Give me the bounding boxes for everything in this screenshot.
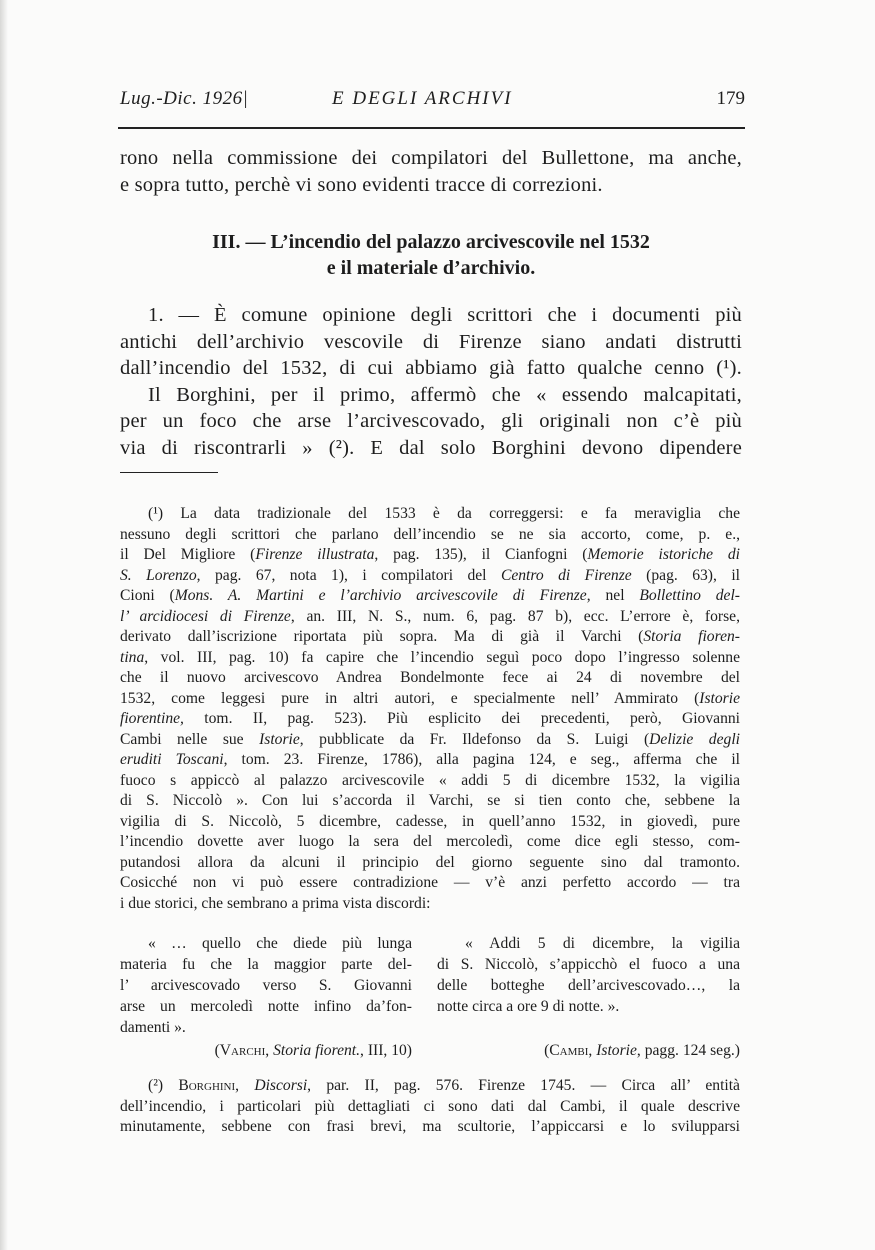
text-segment: , vol. III, pag. 10) fa capire che l’incendio seguì poco dopo l’ingresso solenne [144, 648, 740, 666]
author-name: Varchi [219, 1042, 266, 1059]
running-header [120, 88, 745, 114]
text-line [120, 791, 740, 812]
text-segment: 1. — È comune opinione degli scrittori che i documenti più [148, 304, 742, 326]
italic-text: Bollettino del- [639, 587, 740, 604]
text-line [437, 933, 740, 954]
text-segment: , pag. 67, nota 1), i compilatori del [196, 566, 501, 584]
italic-text: Firenze illustrata [255, 546, 375, 563]
text-segment: dell’incendio, i particolari più dettagliati ci sono dati dal Cambi, il quale descrive [120, 1097, 740, 1115]
text-line [120, 853, 740, 874]
text-line [120, 771, 740, 792]
body-paragraph [120, 302, 742, 461]
text-segment: che il nuovo arcivescovo Andrea Bondelmonte fece ai 24 di novembre del [120, 669, 740, 686]
text-segment: per un foco che arse l’arcivescovado, gli originali non c’è più [120, 410, 742, 432]
text-line [120, 1076, 740, 1097]
text-segment: , pag. 135), il Cianfogni ( [374, 546, 588, 563]
text-segment: , nel [586, 587, 640, 604]
text-line [120, 1017, 412, 1038]
text-segment: Il Borghini, per il primo, affermò che « essendo malcapitati, [148, 383, 742, 406]
text-segment: rono nella commissione dei compilatori del Bullettone, ma anche, [120, 147, 742, 169]
text-line [120, 545, 740, 566]
text-line [120, 832, 740, 853]
text-line [120, 586, 740, 607]
scan-edge-shadow [0, 0, 8, 1250]
text-segment: « Addi 5 di dicembre, la vigilia [465, 935, 740, 952]
text-segment: Cambi nelle sue [120, 730, 260, 748]
italic-text: Mons. A. Martini e l’archivio arcivescovile di Firenze [174, 587, 587, 604]
text-line [120, 996, 412, 1017]
text-line [120, 607, 740, 628]
text-line [120, 689, 740, 710]
text-line [120, 648, 740, 669]
text-line [120, 975, 412, 996]
text-line [120, 504, 740, 525]
text-line [120, 894, 740, 915]
text-line [120, 382, 742, 409]
text-line [120, 255, 742, 281]
text-line [120, 329, 742, 356]
work-title: Istorie [596, 1042, 637, 1059]
text-line [120, 302, 742, 329]
italic-text: Discorsi [254, 1077, 308, 1094]
text-segment: (pag. 63), il [631, 566, 740, 584]
text-line [120, 145, 742, 172]
author-name: Borghini [178, 1077, 236, 1094]
text-line [120, 566, 740, 587]
text-segment: fuoco s appiccò al palazzo arcivescovile « addi 5 di dicembre 1532, la vigilia [120, 771, 740, 789]
text-segment: , par. II, pag. 576. Firenze 1745. — Circa all’ entità [307, 1077, 740, 1094]
text-segment: , an. III, N. S., num. 6, pag. 87 b), ecc. L’errore è, forse, [290, 607, 741, 625]
text-segment: , pagg. 124 seg.) [636, 1042, 740, 1059]
text-line [120, 812, 740, 833]
text-segment: (²) [148, 1077, 179, 1094]
text-segment: minutamente, sebbene con frasi brevi, ma scultorie, l’appiccarsi e lo svilupparsi [120, 1118, 740, 1135]
footnote-1 [120, 504, 740, 914]
text-line [120, 525, 740, 546]
page-number: 179 [716, 88, 745, 109]
text-segment: 1532, come leggesi pure in altri autori, e specialmente nell’ Ammirato ( [120, 689, 700, 707]
header-rule [118, 127, 745, 129]
text-segment: e il materiale d’archivio. [326, 257, 536, 279]
italic-text: Memorie istoriche di [587, 546, 740, 563]
body-text-continuation [120, 145, 742, 198]
text-segment: antichi dell’archivio vescovile di Firenze siano andati distrutti [120, 330, 742, 353]
text-segment: i due storici, che sembrano a prima vista discordi: [120, 894, 431, 912]
text-segment: , [588, 1042, 597, 1059]
italic-text: fiorentine, [120, 710, 184, 727]
text-segment: l’incendio dovette aver luogo la sera del mercoledì, come dice egli stesso, com- [120, 833, 740, 850]
text-line [120, 172, 742, 199]
text-line [120, 408, 742, 435]
text-line [120, 1117, 740, 1138]
text-line [437, 954, 740, 975]
author-name: Cambi [549, 1042, 589, 1059]
text-segment: via di riscontrarli » (²). E dal solo Borghini devono dipendere [120, 436, 742, 459]
text-line [120, 730, 740, 751]
text-segment: tom. II, pag. 523). Più esplicito dei precedenti, però, Giovanni [183, 710, 740, 727]
text-line [120, 355, 742, 382]
text-segment: Cioni ( [120, 587, 175, 604]
text-segment: III. — L’incendio del palazzo arcivescovile nel 1532 [212, 231, 650, 253]
text-segment: delle botteghe dell’arcivescovado…, la [437, 977, 740, 994]
text-segment: derivato dall’iscrizione riportata più sopra. Ma di già il Varchi ( [120, 628, 644, 645]
text-segment: notte circa a ore 9 di notte. ». [437, 998, 620, 1015]
text-line [120, 873, 740, 894]
text-segment: ( [544, 1042, 550, 1059]
text-segment: (¹) La data tradizionale del 1533 è da correggersi: e fa meraviglia che [148, 505, 740, 522]
text-segment: « … quello che diede più lunga [148, 935, 412, 952]
quote-citation [120, 1040, 412, 1061]
text-line [437, 996, 740, 1017]
text-segment: , [235, 1077, 255, 1094]
text-segment: Cosicché non vi può essere contradizione — v’è anzi perfetto accordo — tra [120, 874, 740, 891]
work-title: Storia fiorent. [273, 1042, 361, 1059]
text-segment: damenti ». [120, 1019, 186, 1036]
text-segment: di S. Niccolò ». Con lui s’accorda il Varchi, se si tien conto che, sebbene la [120, 792, 740, 809]
italic-text: Istorie [699, 689, 740, 707]
section-heading [120, 229, 742, 281]
text-line [120, 954, 412, 975]
text-line [120, 668, 740, 689]
header-issue-date: Lug.-Dic. 1926| [120, 88, 249, 109]
text-line [120, 627, 740, 648]
text-line [437, 975, 740, 996]
text-segment: di S. Niccolò, s’appicchò el fuoco a una [437, 956, 740, 973]
italic-text: l’ arcidiocesi di Firenze [120, 607, 291, 625]
text-segment: l’ arcivescovado verso S. Giovanni [120, 977, 412, 994]
italic-text: Istorie [259, 730, 300, 748]
text-segment: nessuno degli scrittori che parlano dell’incendio se ne sia accorto, come, p. e., [120, 525, 740, 543]
text-segment: vigilia di S. Niccolò, 5 dicembre, cadesse, in quell’anno 1532, in giovedì, pure [120, 812, 740, 830]
text-line [120, 435, 742, 462]
text-line [120, 750, 740, 771]
italic-text: eruditi Toscani [120, 751, 224, 768]
header-title: E DEGLI ARCHIVI [332, 88, 513, 109]
text-line [120, 709, 740, 730]
text-segment: , III, 10) [360, 1042, 412, 1059]
text-segment: ( [214, 1042, 220, 1059]
text-line [120, 1097, 740, 1118]
text-line [120, 229, 742, 255]
quote-cambi [437, 933, 740, 1061]
text-segment: , pubblicate da Fr. Ildefonso da S. Luigi ( [299, 730, 650, 748]
text-segment: arse un mercoledì notte infino da’fon- [120, 998, 412, 1015]
text-segment: dall’incendio del 1532, di cui abbiamo già fatto qualche cenno (¹). [120, 357, 742, 379]
italic-text: tina [120, 648, 145, 666]
quote-varchi [120, 933, 412, 1061]
text-segment: , tom. 23. Firenze, 1786), alla pagina 124, e seg., afferma che il [223, 751, 740, 768]
text-segment: putandosi allora da alcuni il principio del giorno seguente sino dal tramonto. [120, 853, 740, 871]
text-segment: , [265, 1042, 274, 1059]
footnote-rule [120, 472, 218, 473]
italic-text: S. Lorenzo [120, 566, 197, 584]
text-line [120, 933, 412, 954]
italic-text: Centro di Firenze [500, 566, 632, 584]
italic-text: Delizie degli [649, 730, 740, 748]
quote-citation [437, 1040, 740, 1061]
text-segment: materia fu che la maggior parte del- [120, 956, 412, 973]
text-segment: e sopra tutto, perchè vi sono evidenti tracce di correzioni. [120, 173, 603, 196]
text-segment: il Del Migliore ( [120, 546, 256, 563]
footnote-2 [120, 1076, 740, 1138]
italic-text: Storia fioren- [643, 628, 740, 645]
